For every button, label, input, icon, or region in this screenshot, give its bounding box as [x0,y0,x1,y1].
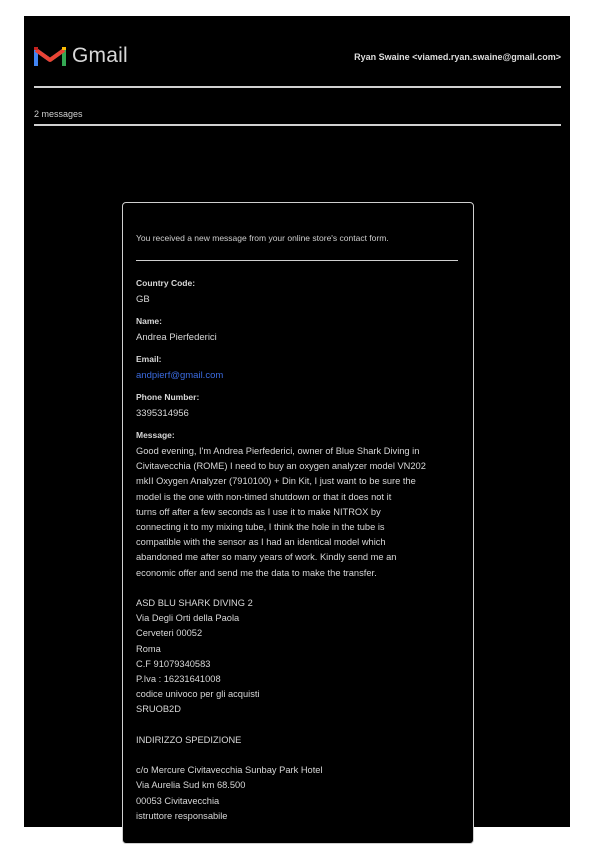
field-value-name: Andrea Pierfederici [136,332,217,343]
form-fields [136,277,464,824]
message-line: 00053 Civitavecchia [136,795,220,806]
email-intro: You received a new message from your online store's contact form. [136,233,389,243]
field-value-phone: 3395314956 [136,408,189,419]
message-line: compatible with the sensor as I had an identical model which [136,537,386,548]
field-label-email: Email: [136,354,162,364]
message-line: istruttore responsabile [136,810,228,821]
message-line: economic offer and send me the data to make the transfer. [136,567,377,578]
thread-divider [34,124,561,126]
gmail-wordmark: Gmail [72,44,128,67]
message-line: connecting it to my mixing tube, I think the hole in the tube is [136,522,385,533]
field-label-name: Name: [136,316,162,326]
message-line: SRUOB2D [136,704,181,715]
message-line: Via Degli Orti della Paola [136,613,240,624]
field-value-country-code: GB [136,294,150,305]
message-body [136,444,464,824]
account-identity: Ryan Swaine <viamed.ryan.swaine@gmail.com> [354,52,561,62]
field-label-message: Message: [136,430,175,440]
message-line: P.Iva : 16231641008 [136,674,221,685]
message-line: INDIRIZZO SPEDIZIONE [136,734,242,745]
message-line [136,718,464,733]
message-line: Via Aurelia Sud km 68.500 [136,780,246,791]
gmail-logo [34,44,128,68]
message-line [136,581,464,596]
message-line: turns off after a few seconds as I use it to make NITROX by [136,506,381,517]
email-card [122,202,474,844]
field-label-country-code: Country Code: [136,278,196,288]
email-card-divider [136,260,458,261]
gmail-logo-icon [34,44,66,68]
message-line: c/o Mercure Civitavecchia Sunbay Park Hotel [136,765,323,776]
message-line: Good evening, I'm Andrea Pierfederici, owner of Blue Shark Diving in [136,446,420,456]
header-divider [34,86,561,88]
message-line: Civitavecchia (ROME) I need to buy an oxygen analyzer model VN202 [136,461,426,472]
email-print-page [24,16,570,827]
message-line: Cerveteri 00052 [136,628,203,639]
message-line [136,748,464,763]
message-line: model is the one with non-timed shutdown or that it does not it [136,491,392,502]
message-line: ASD BLU SHARK DIVING 2 [136,598,253,609]
message-line: mkII Oxygen Analyzer (7910100) + Din Kit, I just want to be sure the [136,476,416,487]
field-label-phone: Phone Number: [136,392,200,402]
message-line: abandoned me after so many years of work. Kindly send me an [136,552,397,563]
message-line: Roma [136,643,161,654]
message-line: C.F 91079340583 [136,658,211,669]
email-link[interactable]: andpierf@gmail.com [136,370,224,381]
message-count: 2 messages [34,109,83,119]
message-line: codice univoco per gli acquisti [136,689,260,700]
